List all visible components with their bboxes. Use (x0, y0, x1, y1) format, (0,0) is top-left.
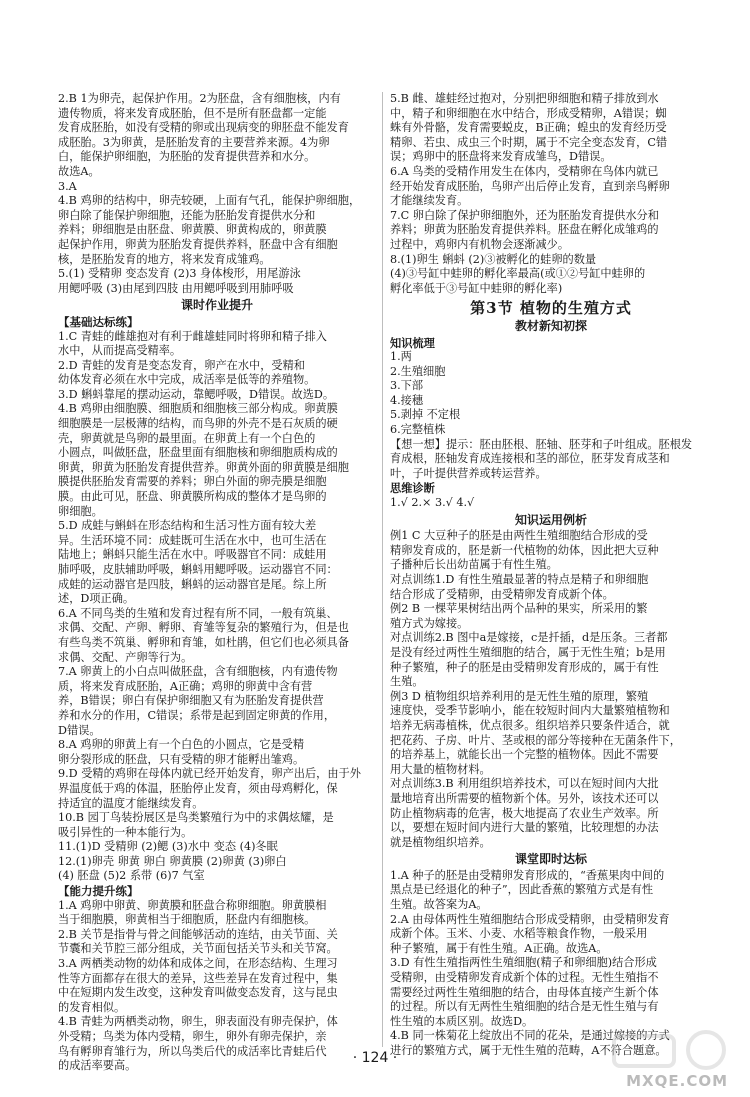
answer-line: 4.B 同一株菊花上绽放出不同的花朵，是通过嫁接的方式 (390, 1029, 670, 1043)
answer-line: 核，是胚胎发育的地方，将来发育成雏鸡。 (58, 252, 271, 266)
answer-line: 肺呼吸，皮肤辅助呼吸，蝌蚪用鳃呼吸。运动器官不同： (58, 563, 338, 576)
answer-line: 1.两 (390, 350, 412, 364)
answer-line: 6.完整植株 (390, 423, 446, 437)
answer-line: 5.(1) 受精卵 变态发育 (2)3 身体梭形，用尾游泳 (58, 267, 301, 281)
answer-line: 育成根，胚轴发育成连接根和茎的部位，胚芽发育成茎和 (390, 452, 670, 466)
answer-line: 起保护作用，卵黄为胚胎发育提供养料，胚盘中含有细胞 (58, 237, 338, 251)
answer-line: 有些鸟类不筑巢、孵卵和育雏，如杜鹃，但它们也必须具备 (58, 635, 349, 649)
answer-line: 求偶、交配、产卵等行为。 (58, 650, 193, 664)
answer-line: 误；鸡卵中的胚盘将来发育成雏鸟，D错误。 (390, 150, 612, 164)
answer-line: 3.A (58, 179, 77, 193)
topic-label: 思维诊断 (390, 481, 435, 496)
answer-line: 10.B 园丁鸟装扮展区是鸟类繁殖行为中的求偶炫耀，是 (58, 811, 334, 825)
answer-line: 成蛙的运动器官是四肢，蝌蚪的运动器官是尾。综上所 (58, 577, 327, 591)
section-heading: 课堂即时达标 (514, 852, 587, 867)
answer-line: 1.A 种子的胚是由受精卵发育形成的，“香蕉果肉中间的 (390, 868, 665, 882)
answer-line: 速度快，受季节影响小，能在较短时间内大量繁殖植物和 (390, 704, 670, 718)
answer-line: 吸引异性的一种本能行为。 (58, 825, 193, 839)
answer-line: 白，能保护卵细胞，为胚胎的发育提供营养和水分。 (58, 150, 316, 164)
answer-line: 量地培育出所需要的植物新个体。另外，该技术还可以 (390, 791, 659, 805)
answer-line: 5.B 雌、雄蛙经过抱对，分别把卵细胞和精子排放到水 (390, 92, 659, 105)
answer-line: 过程中，鸡卵内有机物会逐渐减少。 (390, 237, 570, 251)
answer-line: 养料；卵黄为胚胎发育提供养料。胚盘在孵化成雏鸡的 (390, 223, 659, 237)
answer-line: 对点训练3.B 利用组织培养技术，可以在短时间内大批 (390, 777, 659, 791)
answer-line: 2.生殖细胞 (390, 364, 446, 378)
answer-line: 培养无病毒植株，优点很多。组织培养只要条件适合，就 (390, 718, 670, 732)
answer-line: 膜提供胚胎发育需要的养料；卵白外面的卵壳膜是细胞 (58, 475, 327, 489)
subsection-heading: 【能力提升练】 (58, 884, 139, 899)
answer-line: 才能继续发育。 (390, 194, 469, 208)
section-heading: 知识运用例析 (514, 512, 587, 527)
answer-line: 的成活率要高。 (58, 1059, 137, 1073)
answer-line: 养和水分的作用，C错误；系带是起到固定卵黄的作用， (58, 708, 336, 722)
answer-line: 2.A 由母体两性生殖细胞结合形成受精卵，由受精卵发育 (390, 912, 670, 926)
answer-line: 9.D 受精的鸡卵在母体内就已经开始发育，卵产出后，由于外 (58, 767, 361, 781)
answer-line: 用大量的植物材料。 (390, 762, 491, 776)
answer-line: 进行的繁殖方式，属于无性生殖的范畴，A不符合题意。 (390, 1044, 667, 1057)
answer-line: 7.A 卵黄上的小白点叫做胚盘，含有细胞核，内有遗传物 (58, 665, 338, 679)
answer-line: 2.D 青蛙的发育是变态发育，卵产在水中，受精和 (58, 358, 305, 372)
answer-line: 8.A 鸡卵的卵黄上有一个白色的小圆点，它是受精 (58, 738, 305, 752)
answer-line: 2.B 1为卵壳，起保护作用。2为胚盘，含有细胞核，内有 (58, 92, 341, 105)
answer-line: 遗传物质，将来发育成胚胎，但不是所有胚盘都一定能 (58, 106, 327, 120)
subsection-heading: 【基础达标练】 (58, 314, 139, 329)
answer-line: 性生殖的本质区别。故选D。 (390, 1014, 534, 1028)
answer-line: 子播种后长出幼苗属于有性生殖。 (390, 558, 558, 572)
answer-line: 防止植物病毒的危害，极大地提高了农业生产效率。所 (390, 806, 659, 820)
answer-line: 黑点是已经退化的种子”，因此香蕉的繁殖方式是有性 (390, 883, 654, 897)
answer-line: 节囊和关节腔三部分组成，关节面包括关节头和关节窝。 (58, 942, 338, 956)
answer-line: 壳，卵黄就是鸟卵的最里面。在卵黄上有一个白色的 (58, 431, 316, 445)
answer-line: D错误。 (58, 723, 101, 737)
answer-line: 例2 B 一棵苹果树结出两个品种的果实，所采用的繁 (390, 602, 648, 616)
answer-line: 3.D 有性生殖指两性生殖细胞(精子和卵细胞)结合形成 (390, 956, 657, 970)
answer-line: (4) 胚盘 (5)2 系带 (6)7 气室 (58, 869, 205, 883)
answer-line: 4.B 青蛙为两栖类动物，卵生，卵表面没有卵壳保护，体 (58, 1015, 338, 1029)
section-heading: 教材新知初探 (514, 318, 587, 333)
answer-line: 以，要想在短时间内进行大量的繁殖，比较理想的办法 (390, 821, 659, 835)
answer-line: 卵分裂形成的胚盘，只有受精的卵才能孵出雏鸡。 (58, 752, 305, 766)
answer-line: 界温度低于鸡的体温，胚胎停止发育，须由母鸡孵化，保 (58, 781, 338, 795)
right-column (390, 92, 712, 1059)
answer-line: 1.C 青蛙的雌雄抱对有利于雌雄蛙同时将卵和精子排入 (58, 329, 327, 343)
answer-line: 12.(1)卵壳 卵黄 卵白 卵黄膜 (2)卵黄 (3)卵白 (58, 854, 287, 868)
answer-line: 是没有经过两性生殖细胞的结合，属于无性生殖；b是用 (390, 645, 666, 659)
answer-line: 持适宜的温度才能继续发育。 (58, 796, 204, 810)
answer-line: 中在短期内发生改变，这种发育叫做变态发育，这与昆虫 (58, 986, 338, 1000)
answer-line: 3.D 蝌蚪靠尾的摆动运动，靠鳃呼吸，D错误。故选D。 (58, 387, 335, 401)
answer-line: 8.(1)卵生 蝌蚪 (2)③被孵化的蛙卵的数量 (390, 252, 597, 266)
answer-line: 发育成胚胎，如没有受精的卵或出现病变的卵胚盘不能发育 (58, 121, 349, 135)
answer-line: 膜。由此可见，胚盘、卵黄膜所构成的整体才是鸟卵的 (58, 490, 327, 504)
answer-line: 小圆点，叫做胚盘，胚盘里面有细胞核和卵细胞质构成的 (58, 446, 338, 460)
answer-line: 的培养基上，就能长出一个完整的植物体。因此不需要 (390, 748, 659, 762)
answer-line: 殖方式为嫁接。 (390, 616, 469, 630)
answer-line: 例1 C 大豆种子的胚是由两性生殖细胞结合形成的受 (390, 529, 648, 543)
answer-line: 生殖。故答案为A。 (390, 898, 488, 912)
answer-line: 3.下部 (390, 379, 424, 393)
answer-line: 中，精子和卵细胞在水中结合，形成受精卵，A错误；蜘 (390, 106, 667, 120)
answer-line: 的发育相似。 (58, 1000, 126, 1014)
answer-line: 需要经过两性生殖细胞的结合，由母体直接产生新个体 (390, 985, 659, 999)
answer-line: 述，D项正确。 (58, 592, 135, 606)
answer-line: 经开始发育成胚胎，鸟卵产出后停止发育，直到亲鸟孵卵 (390, 179, 670, 193)
answer-line: 4.B 鸡卵的结构中，卵壳较硬，上面有气孔，能保护卵细胞， (58, 194, 361, 208)
answer-line: 种子繁殖，属于有性生殖。A正确。故选A。 (390, 941, 608, 955)
answer-line: 卵白除了能保护卵细胞，还能为胚胎发育提供水分和 (58, 208, 316, 222)
topic-label: 知识梳理 (390, 335, 435, 350)
answer-line: 5.剥掉 不定根 (390, 408, 461, 422)
answer-line: 孵化率低于③号缸中蛙卵的孵化率) (390, 281, 563, 295)
answer-line: 外受精；鸟类为体内受精，卵生，卵外有卵壳保护，亲 (58, 1030, 327, 1043)
answer-line: 求偶、交配、产卵、孵卵、育雏等复杂的繁殖行为，但是也 (58, 621, 349, 635)
answer-line: 6.A 不同鸟类的生殖和发育过程有所不同，一般有筑巢、 (58, 606, 338, 620)
answer-line: 的过程。所以有无两性生殖细胞的结合是无性生殖与有 (390, 1000, 659, 1014)
section-heading: 课时作业提升 (180, 298, 253, 313)
answer-line: 异。生活环境不同：成蛙既可生活在水中，也可生活在 (58, 533, 327, 547)
answer-line: 细胞膜是一层极薄的结构，而鸟卵的外壳不是石灰质的硬 (58, 417, 338, 431)
answer-line: 水中，从而提高受精率。 (58, 344, 182, 358)
chapter-title: 第3节 植物的生殖方式 (470, 299, 632, 318)
answer-line: 性等方面都存在很大的差异，这些差异在发育过程中，集 (58, 971, 338, 985)
answer-line: 6.A 鸟类的受精作用发生在体内，受精卵在鸟体内就已 (390, 164, 659, 178)
answer-line: 陆地上；蝌蚪只能生活在水中。呼吸器官不同：成蛙用 (58, 548, 327, 562)
answer-line: 对点训练1.D 有性生殖最显著的特点是精子和卵细胞 (390, 573, 649, 586)
answer-line: (4)③号缸中蛙卵的孵化率最高(或①②号缸中蛙卵的 (390, 267, 646, 281)
answer-line: 鸟有孵卵育雏行为，所以鸟类后代的成活率比青蛙后代 (58, 1044, 327, 1058)
answer-line: 结合形成了受精卵，由受精卵发育成新个体。 (390, 587, 614, 601)
answer-line: 叶，子叶提供营养或转运营养。 (390, 466, 547, 480)
answer-line: 卵细胞。 (58, 504, 103, 518)
answer-line: 卵黄，卵黄为胚胎发育提供营养。卵黄外面的卵黄膜是细胞 (58, 460, 349, 474)
answer-line: 1.√ 2.× 3.√ 4.√ (390, 496, 475, 510)
answer-line: 【想一想】提示：胚由胚根、胚轴、胚芽和子叶组成。胚根发 (390, 437, 693, 451)
answer-line: 质，将来发育成胚胎，A正确；鸡卵的卵黄中含有营 (58, 679, 313, 693)
page-number: · 124 · (352, 1050, 398, 1066)
answer-line: 就是植物组织培养。 (390, 835, 491, 849)
answer-line: 生殖。 (390, 675, 424, 689)
watermark-text: MXQE.COM (626, 1072, 728, 1090)
answer-line: 幼体发育必须在水中完成，成活率是低等的养殖物。 (58, 373, 316, 387)
answer-line: 1.A 鸡卵中卵黄、卵黄膜和胚盘合称卵细胞。卵黄膜相 (58, 898, 327, 912)
answer-line: 养，B错误；卵白有保护卵细胞又有为胚胎发育提供营 (58, 694, 324, 708)
answer-line: 11.(1)D 受精卵 (2)鳃 (3)水中 变态 (4)冬眠 (58, 840, 278, 854)
answer-line: 2.B 关节是指骨与骨之间能够活动的连结，由关节面、关 (58, 927, 338, 941)
answer-line: 当于细胞膜，卵黄相当于细胞质，胚盘内有细胞核。 (58, 913, 316, 927)
left-column (58, 92, 376, 1074)
answer-line: 种子繁殖，种子的胚是由受精卵发育形成的，属于有性 (390, 660, 659, 674)
answer-line: 受精卵，由受精卵发育成新个体的过程。无性生殖指不 (390, 971, 659, 985)
answer-line: 5.D 成蛙与蝌蚪在形态结构和生活习性方面有较大差 (58, 519, 317, 533)
answer-line: 对点训练2.B 图中a是嫁接，c是扦插，d是压条。三者都 (390, 631, 668, 645)
answer-line: 4.接穗 (390, 393, 424, 407)
answer-line: 故选A。 (58, 164, 100, 178)
answer-line: 精卵发育成的，胚是新一代植物的幼体，因此把大豆种 (390, 543, 659, 557)
answer-line: 3.A 两栖类动物的幼体和成体之间，在形态结构、生理习 (58, 957, 338, 971)
answer-line: 把花药、子房、叶片、茎或根的部分等接种在无菌条件下， (390, 733, 681, 747)
answer-line: 养料；卵细胞是由胚盘、卵黄膜、卵黄构成的，卵黄膜 (58, 223, 327, 237)
answer-line: 蛛有外骨骼，发育需要蜕皮，B正确；蝗虫的发育经历受 (390, 121, 667, 135)
answer-line: 7.C 卵白除了保护卵细胞外，还为胚胎发育提供水分和 (390, 208, 659, 222)
answer-line: 例3 D 植物组织培养利用的是无性生殖的原理，繁殖 (390, 689, 649, 703)
answer-line: 精卵、若虫、成虫三个时期，属于不完全变态发育，C错 (390, 135, 668, 149)
answer-line: 成胚胎。3为卵黄，是胚胎发育的主要营养来源。4为卵 (58, 135, 330, 149)
answer-line: 4.B 鸡卵由细胞膜、细胞质和细胞核三部分构成。卵黄膜 (58, 402, 338, 416)
answer-line: 用鳃呼吸 (3)由尾到四肢 由用鳃呼吸到用肺呼吸 (58, 281, 294, 295)
answer-line: 成新个体。玉米、小麦、水稻等粮食作物，一般采用 (390, 927, 648, 941)
column-divider (382, 92, 383, 1047)
